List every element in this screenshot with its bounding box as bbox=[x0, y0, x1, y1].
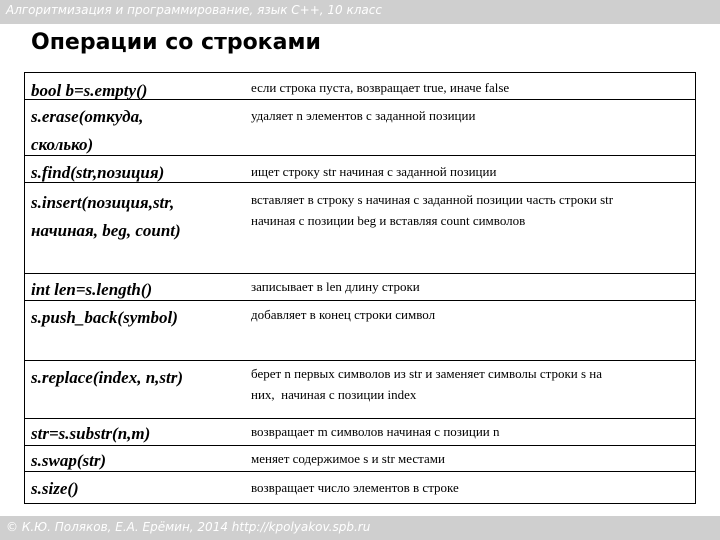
function-cell: str=s.substr(n,m) bbox=[31, 424, 151, 443]
slide-title: Операции со строками bbox=[31, 30, 321, 55]
table-row-divider bbox=[25, 471, 695, 472]
function-cell: bool b=s.empty() bbox=[31, 81, 148, 100]
table-row-divider bbox=[25, 418, 695, 419]
table-row-divider bbox=[25, 273, 695, 274]
description-cell: возвращает m символов начиная с позиции n bbox=[251, 424, 500, 439]
description-cell: берет n первых символов из str и заменяет символы строки s на них, начиная с позиции index bbox=[251, 366, 603, 402]
description-cell: ищет строку str начиная с заданной позиции bbox=[251, 164, 497, 179]
description-cell: если строка пуста, возвращает true, иначе false bbox=[251, 80, 510, 95]
function-cell: s.insert(позиция,str, начиная, beg, count) bbox=[31, 193, 181, 240]
course-header: Алгоритмизация и программирование, язык С++, 10 класс bbox=[6, 3, 382, 17]
description-cell: меняет содержимое s и str местами bbox=[251, 451, 445, 466]
description-cell: возвращает число элементов в строке bbox=[251, 480, 459, 495]
function-cell: s.swap(str) bbox=[31, 451, 107, 470]
header-bar bbox=[0, 0, 720, 24]
description-cell: добавляет в конец строки символ bbox=[251, 307, 436, 322]
function-cell: s.replace(index, n,str) bbox=[31, 368, 184, 387]
function-cell: s.size() bbox=[31, 479, 79, 498]
function-cell: s.push_back(symbol) bbox=[31, 308, 178, 327]
footer-bar bbox=[0, 516, 720, 540]
function-cell: s.find(str,позиция) bbox=[31, 163, 165, 182]
function-cell: int len=s.length() bbox=[31, 280, 153, 299]
table-row-divider bbox=[25, 360, 695, 361]
description-cell: записывает в len длину строки bbox=[251, 279, 420, 294]
function-cell: s.erase(откуда, сколько) bbox=[31, 107, 144, 154]
description-cell: вставляет в строку s начиная с заданной позиции часть строки str начиная с позиции beg и вставляя count символов bbox=[251, 192, 614, 228]
description-cell: удаляет n элементов с заданной позиции bbox=[251, 108, 476, 123]
footer-credit: © К.Ю. Поляков, Е.А. Ерёмин, 2014 http://kpolyakov.spb.ru bbox=[6, 520, 371, 534]
string-operations-table bbox=[24, 72, 696, 504]
